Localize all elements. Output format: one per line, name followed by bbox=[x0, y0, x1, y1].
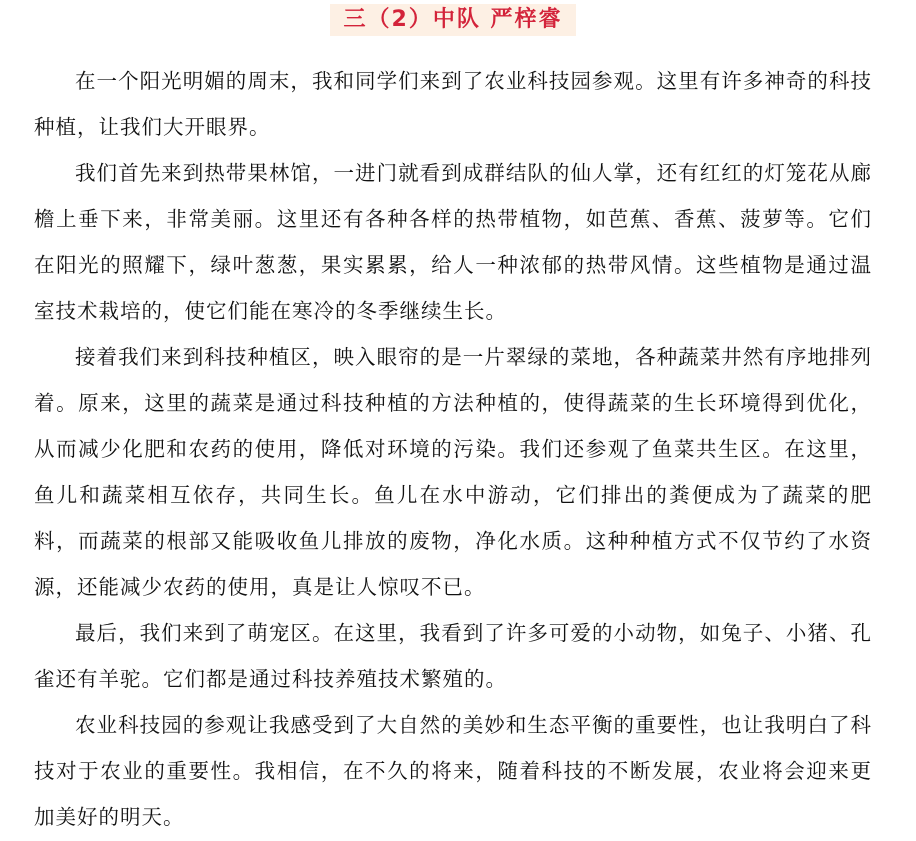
title-bar bbox=[34, 0, 872, 44]
paragraph-1: 在一个阳光明媚的周末，我和同学们来到了农业科技园参观。这里有许多神奇的科技种植，让我们大开眼界。 bbox=[34, 69, 872, 139]
paragraph-2: 我们首先来到热带果林馆，一进门就看到成群结队的仙人掌，还有红红的灯笼花从廊檐上垂下来，非常美丽。这里还有各种各样的热带植物，如芭蕉、香蕉、菠萝等。它们在阳光的照耀下，绿叶葱葱，果实累累，给人一种浓郁的热带风情。这些植物是通过温室技术栽培的，使它们能在寒冷的冬季继续生长。 bbox=[34, 161, 872, 323]
paragraph-5: 农业科技园的参观让我感受到了大自然的美妙和生态平衡的重要性，也让我明白了科技对于农业的重要性。我相信，在不久的将来，随着科技的不断发展，农业将会迎来更加美好的明天。 bbox=[34, 713, 872, 829]
essay-body bbox=[34, 58, 872, 840]
paragraph-4: 最后，我们来到了萌宠区。在这里，我看到了许多可爱的小动物，如兔子、小猪、孔雀还有羊驼。它们都是通过科技养殖技术繁殖的。 bbox=[34, 621, 872, 691]
essay-title: 三（2）中队 严梓睿 bbox=[330, 4, 577, 36]
paragraph-3: 接着我们来到科技种植区，映入眼帘的是一片翠绿的菜地，各种蔬菜井然有序地排列着。原来，这里的蔬菜是通过科技种植的方法种植的，使得蔬菜的生长环境得到优化，从而减少化肥和农药的使用，降低对环境的污染。我们还参观了鱼菜共生区。在这里，鱼儿和蔬菜相互依存，共同生长。鱼儿在水中游动，它们排出的粪便成为了蔬菜的肥料，而蔬菜的根部又能吸收鱼儿排放的废物，净化水质。这种种植方式不仅节约了水资源，还能减少农药的使用，真是让人惊叹不已。 bbox=[34, 345, 872, 599]
